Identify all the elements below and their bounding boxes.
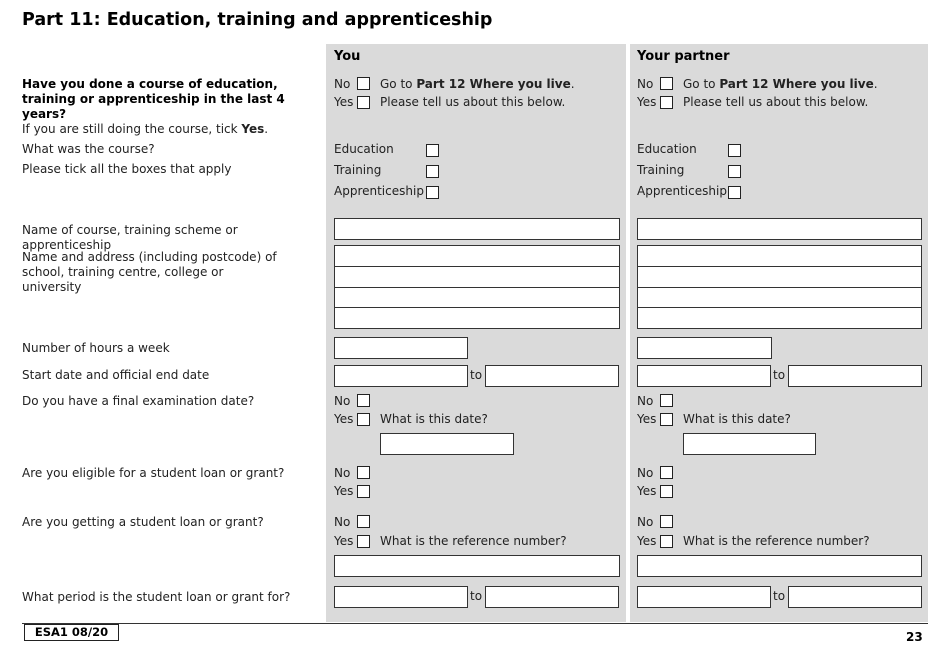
you-eligible-yes-label: Yes	[334, 484, 354, 498]
page-title: Part 11: Education, training and apprenticeship	[22, 10, 493, 30]
you-getting-yes-label: Yes	[334, 534, 354, 548]
you-column-header: You	[334, 49, 361, 64]
partner-exam-no-checkbox[interactable]	[660, 394, 673, 407]
partner-yes-label: Yes	[637, 95, 657, 109]
question-course-last-4-years	[22, 77, 312, 137]
you-getting-no-label: No	[334, 515, 351, 529]
partner-exam-yes-label: Yes	[637, 412, 657, 426]
you-training-label: Training	[334, 163, 382, 177]
partner-address-line-1[interactable]	[637, 245, 922, 267]
question-note-suffix: .	[264, 122, 269, 136]
question-eligible-loan: Are you eligible for a student loan or grant?	[22, 466, 285, 480]
partner-exam-no-label: No	[637, 394, 654, 408]
you-address-line-3[interactable]	[334, 287, 620, 309]
partner-reference-input[interactable]	[637, 555, 922, 577]
goto-strong: Part 12 Where you live	[719, 77, 874, 91]
you-address-line-1[interactable]	[334, 245, 620, 267]
partner-course-no-checkbox[interactable]	[660, 77, 673, 90]
you-exam-no-checkbox[interactable]	[357, 394, 370, 407]
partner-eligible-no-label: No	[637, 466, 654, 480]
partner-exam-date-question: What is this date?	[683, 412, 791, 426]
goto-prefix: Go to	[683, 77, 720, 91]
partner-eligible-yes-checkbox[interactable]	[660, 485, 673, 498]
partner-getting-no-label: No	[637, 515, 654, 529]
you-course-no-checkbox[interactable]	[357, 77, 370, 90]
you-exam-date-input[interactable]	[380, 433, 514, 455]
you-period-to-input[interactable]	[485, 586, 619, 608]
you-education-checkbox[interactable]	[426, 144, 439, 157]
you-course-name-input[interactable]	[334, 218, 620, 240]
you-yes-label: Yes	[334, 95, 354, 109]
partner-training-checkbox[interactable]	[728, 165, 741, 178]
partner-course-yes-checkbox[interactable]	[660, 96, 673, 109]
you-eligible-no-label: No	[334, 466, 351, 480]
you-education-label: Education	[334, 142, 394, 156]
you-date-to-label: to	[470, 368, 483, 382]
you-hours-input[interactable]	[334, 337, 468, 359]
you-eligible-yes-checkbox[interactable]	[357, 485, 370, 498]
you-address-line-2[interactable]	[334, 266, 620, 288]
question-loan-period: What period is the student loan or grant for?	[22, 590, 291, 604]
partner-education-label: Education	[637, 142, 697, 156]
form-code-badge: ESA1 08/20	[24, 624, 119, 641]
you-period-from-input[interactable]	[334, 586, 468, 608]
question-note-yes: Yes	[241, 122, 265, 136]
partner-address-line-4[interactable]	[637, 307, 922, 329]
partner-getting-yes-label: Yes	[637, 534, 657, 548]
question-note-prefix: If you are still doing the course, tick	[22, 122, 242, 136]
you-goto-part12	[380, 77, 575, 92]
you-exam-yes-checkbox[interactable]	[357, 413, 370, 426]
partner-reference-question: What is the reference number?	[683, 534, 870, 548]
you-course-yes-checkbox[interactable]	[357, 96, 370, 109]
partner-exam-yes-checkbox[interactable]	[660, 413, 673, 426]
partner-apprenticeship-checkbox[interactable]	[728, 186, 741, 199]
you-end-date-input[interactable]	[485, 365, 619, 387]
partner-period-to-label: to	[773, 589, 786, 603]
partner-eligible-yes-label: Yes	[637, 484, 657, 498]
page-number: 23	[906, 630, 923, 644]
question-school-address: Name and address (including postcode) of school, training centre, college or university	[22, 250, 277, 294]
you-exam-date-question: What is this date?	[380, 412, 488, 426]
you-period-to-label: to	[470, 589, 483, 603]
you-tell-us: Please tell us about this below.	[380, 95, 566, 109]
you-getting-yes-checkbox[interactable]	[357, 535, 370, 548]
you-apprenticeship-checkbox[interactable]	[426, 186, 439, 199]
goto-prefix: Go to	[380, 77, 417, 91]
partner-address-line-2[interactable]	[637, 266, 922, 288]
you-getting-no-checkbox[interactable]	[357, 515, 370, 528]
you-reference-input[interactable]	[334, 555, 620, 577]
partner-start-date-input[interactable]	[637, 365, 771, 387]
partner-training-label: Training	[637, 163, 685, 177]
question-hours-week: Number of hours a week	[22, 341, 170, 355]
partner-getting-yes-checkbox[interactable]	[660, 535, 673, 548]
goto-strong: Part 12 Where you live	[416, 77, 571, 91]
you-reference-question: What is the reference number?	[380, 534, 567, 548]
question-what-course: What was the course?	[22, 142, 155, 156]
you-eligible-no-checkbox[interactable]	[357, 466, 370, 479]
goto-suffix: .	[570, 77, 575, 91]
partner-no-label: No	[637, 77, 654, 91]
you-training-checkbox[interactable]	[426, 165, 439, 178]
partner-education-checkbox[interactable]	[728, 144, 741, 157]
question-tick-all: Please tick all the boxes that apply	[22, 162, 232, 176]
partner-end-date-input[interactable]	[788, 365, 922, 387]
you-apprenticeship-label: Apprenticeship	[334, 184, 424, 198]
you-no-label: No	[334, 77, 351, 91]
partner-period-to-input[interactable]	[788, 586, 922, 608]
partner-goto-part12	[683, 77, 878, 92]
partner-eligible-no-checkbox[interactable]	[660, 466, 673, 479]
question-getting-loan: Are you getting a student loan or grant?	[22, 515, 264, 529]
question-final-exam: Do you have a final examination date?	[22, 394, 255, 408]
partner-getting-no-checkbox[interactable]	[660, 515, 673, 528]
partner-course-name-input[interactable]	[637, 218, 922, 240]
question-course-last-4-years-bold: Have you done a course of education, training or apprenticeship in the last 4 years?	[22, 77, 285, 121]
you-address-line-4[interactable]	[334, 307, 620, 329]
goto-suffix: .	[873, 77, 878, 91]
you-exam-no-label: No	[334, 394, 351, 408]
question-start-end-date: Start date and official end date	[22, 368, 210, 382]
you-start-date-input[interactable]	[334, 365, 468, 387]
footer-divider	[22, 623, 928, 624]
partner-tell-us: Please tell us about this below.	[683, 95, 869, 109]
partner-address-line-3[interactable]	[637, 287, 922, 309]
you-exam-yes-label: Yes	[334, 412, 354, 426]
partner-apprenticeship-label: Apprenticeship	[637, 184, 727, 198]
partner-hours-input[interactable]	[637, 337, 772, 359]
question-course-name: Name of course, training scheme or apprenticeship	[22, 223, 238, 252]
partner-column-header: Your partner	[637, 49, 730, 64]
partner-period-from-input[interactable]	[637, 586, 771, 608]
partner-exam-date-input[interactable]	[683, 433, 816, 455]
partner-date-to-label: to	[773, 368, 786, 382]
